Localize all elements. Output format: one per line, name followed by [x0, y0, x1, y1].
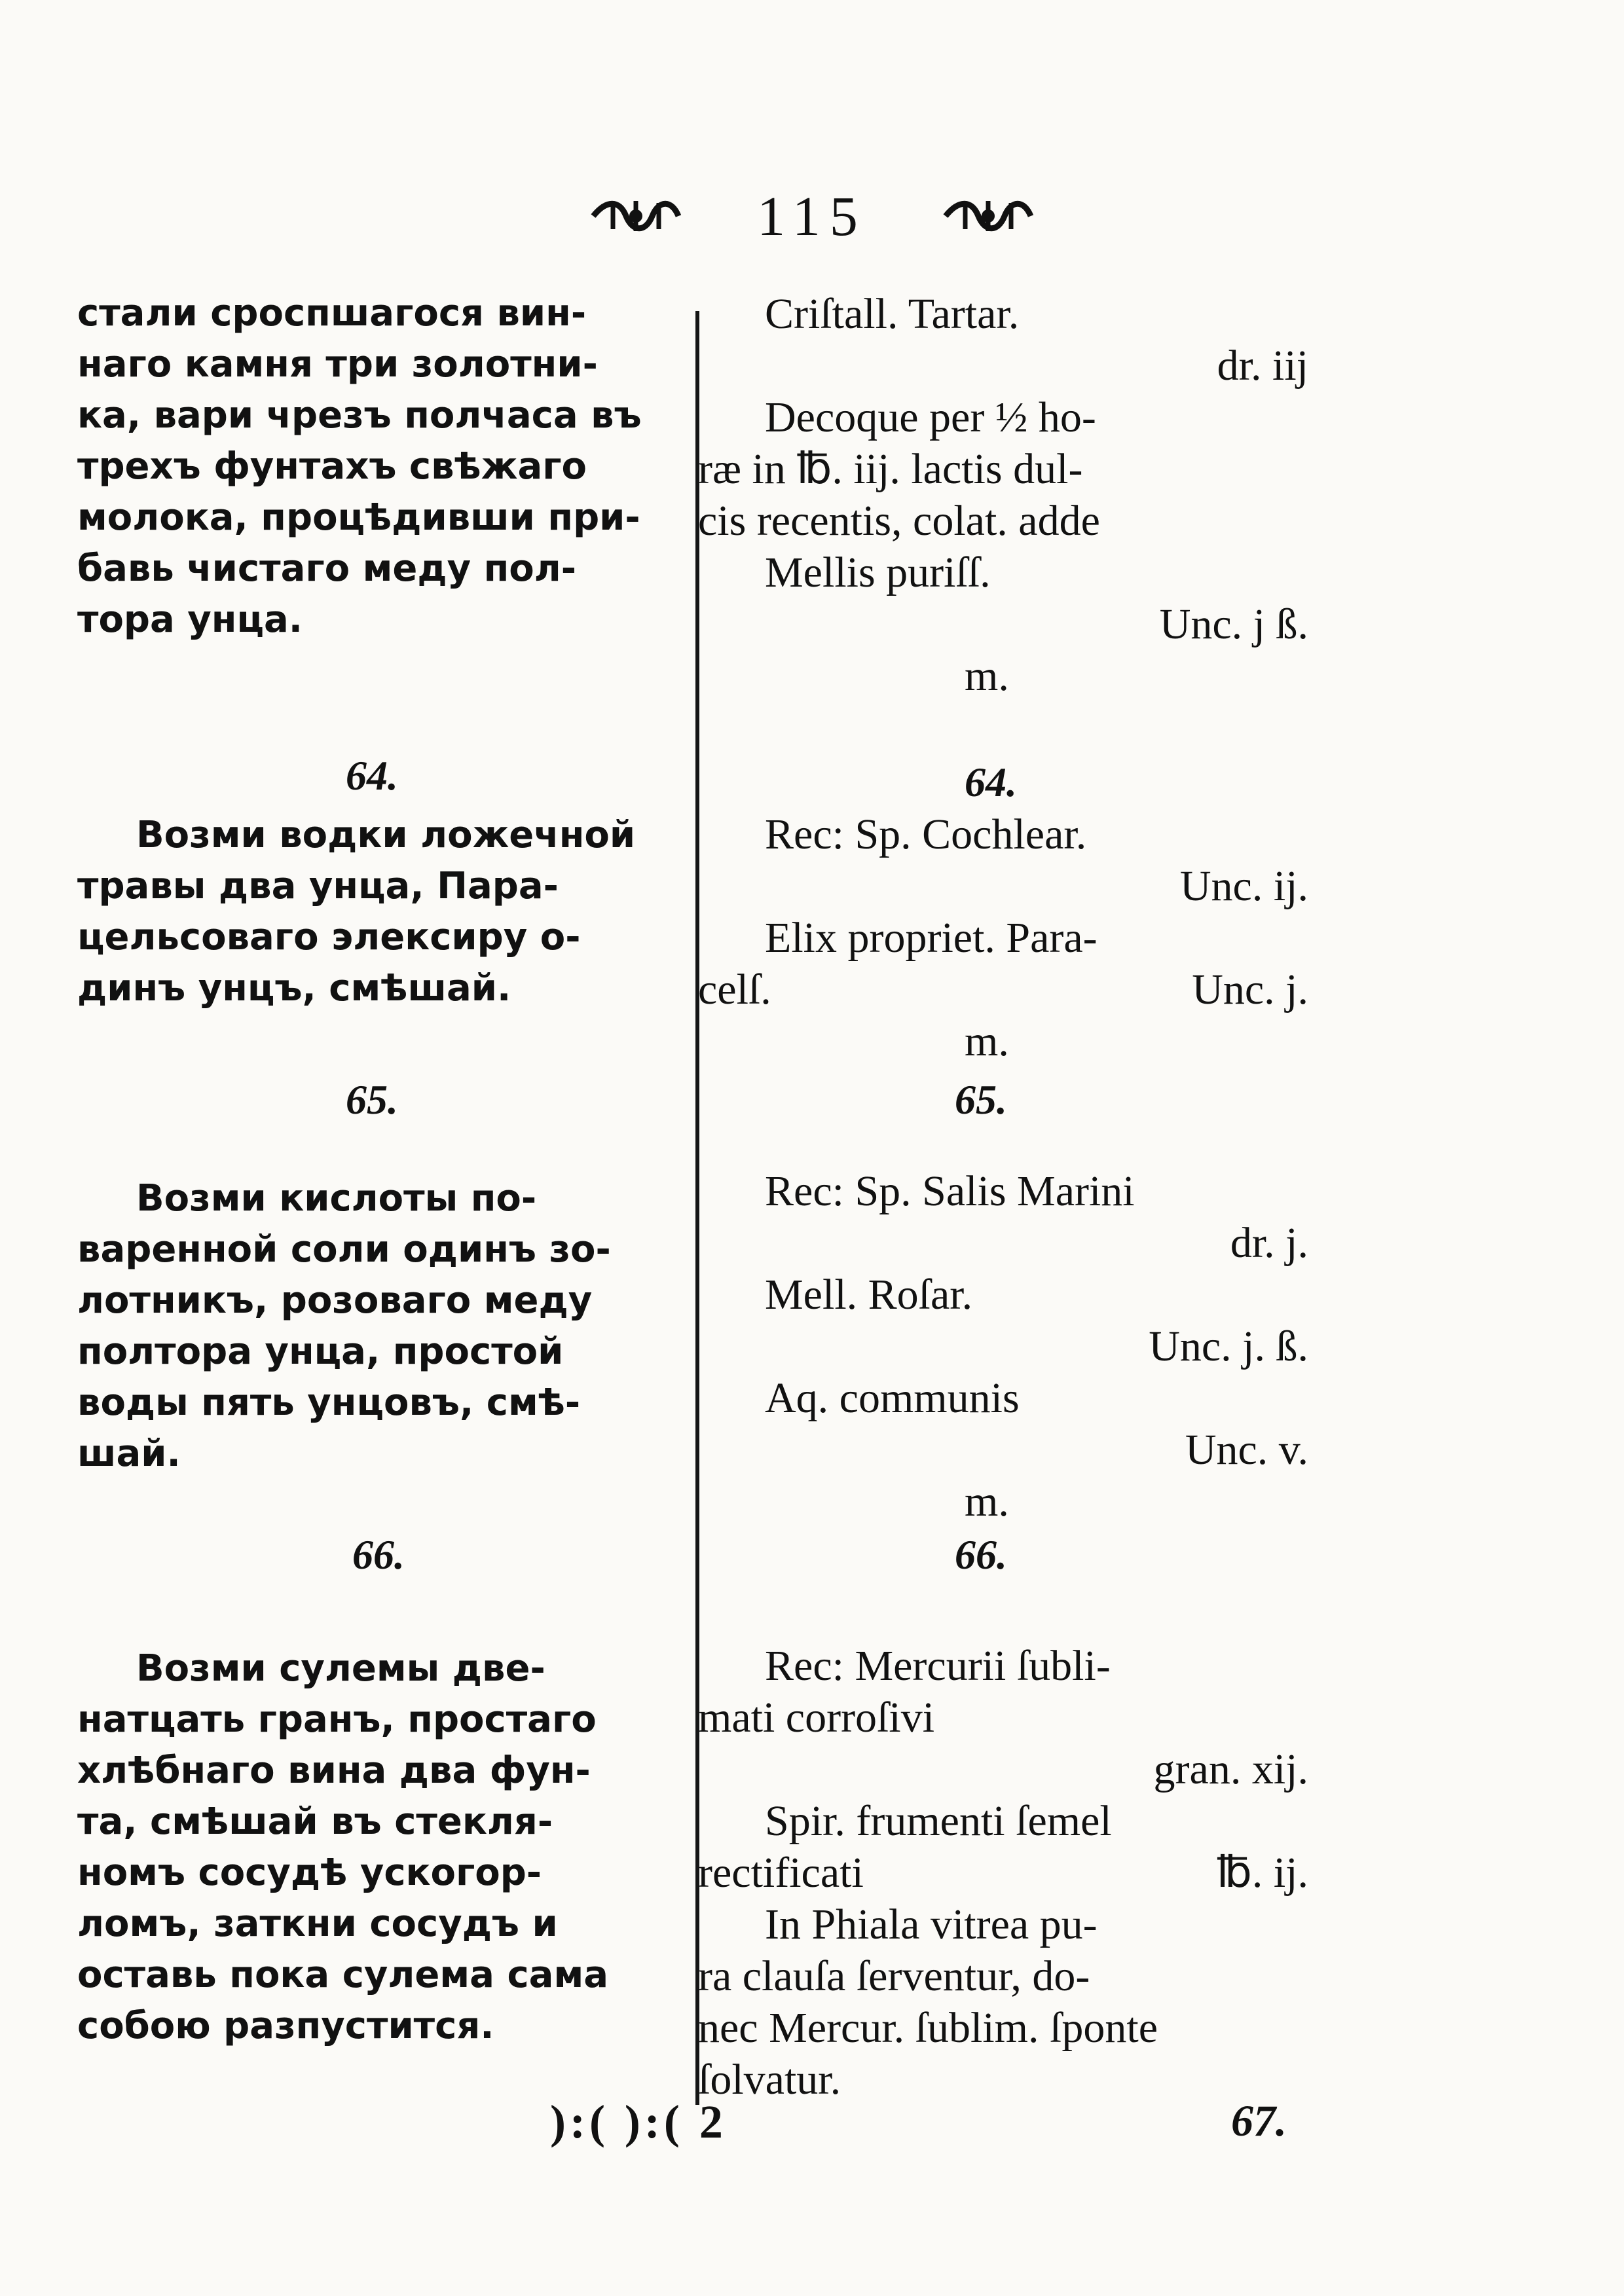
text-line: Rec: Sp. Salis Marini	[765, 1167, 1135, 1215]
text-line: Unc. v.	[1185, 1426, 1308, 1474]
text-line: хлѣбнаго вина два фун-	[77, 1749, 591, 1792]
text-line: цельсоваго элексиру о-	[77, 916, 581, 958]
recipe-66-la	[698, 1529, 1335, 2105]
text-line: ræ in ℔. iij. lactis dul-	[698, 445, 1083, 493]
text-line: Rec: Sp. Cochlear.	[765, 811, 1087, 858]
recipe-64-la	[698, 756, 1335, 1067]
intro-text-ru	[77, 288, 699, 646]
text-line: dr. j.	[1230, 1219, 1308, 1267]
text-line: In Phiala vitrea pu-	[765, 1901, 1098, 1948]
fleuron-icon	[587, 193, 685, 239]
text-line: nec Mercur. ſublim. ſponte	[698, 2004, 1158, 2052]
text-line: тора унца.	[77, 598, 303, 641]
text-line: Unc. j.	[1192, 966, 1308, 1013]
text-line: m.	[965, 1017, 1009, 1065]
intro-text-la	[698, 288, 1335, 702]
signature-mark: ):( ):( 2	[550, 2096, 727, 2148]
text-line: Возми сулемы две-	[136, 1647, 545, 1690]
text-line: Unc. ij.	[1179, 862, 1308, 910]
text-line: динъ унцъ, смѣшай.	[77, 967, 511, 1010]
recipe-65-ru	[77, 1074, 699, 1480]
recipe-64-ru	[77, 750, 699, 1014]
text-line: собою разпустится.	[77, 2005, 494, 2047]
recipe-66-ru	[77, 1529, 699, 2052]
text-line: ſolvatur.	[698, 2056, 841, 2104]
text-line: Rec: Mercurii ſubli-	[765, 1642, 1111, 1690]
catchword: 67.	[1231, 2096, 1287, 2145]
text-line: оставь пока сулема сама	[77, 1954, 609, 1996]
recipe-number: 66.	[352, 1531, 405, 1578]
text-line: gran. xij.	[1153, 1745, 1308, 1793]
page-header	[0, 177, 1624, 255]
text-line: номъ сосудѣ ускогор-	[77, 1851, 542, 1894]
text-line: лотникъ, розоваго меду	[77, 1279, 593, 1322]
text-line: rectificati	[698, 1849, 864, 1897]
recipe-number: 66.	[955, 1531, 1007, 1578]
text-line: m.	[965, 652, 1009, 700]
text-line: полтора унца, простой	[77, 1330, 564, 1373]
text-line: Unc. j. ß.	[1149, 1322, 1308, 1370]
recipe-number: 64.	[965, 759, 1017, 805]
fleuron-icon	[939, 193, 1037, 239]
text-line: наго камня три золотни-	[77, 343, 598, 386]
text-line: Elix propriet. Para-	[765, 914, 1098, 962]
text-line: Возми водки ложечной	[136, 814, 636, 856]
text-line: m.	[965, 1478, 1009, 1525]
text-line: стали сроспшагося вин-	[77, 292, 587, 335]
text-line: cis recentis, colat. adde	[698, 497, 1100, 545]
text-line: Unc. j ß.	[1159, 600, 1308, 648]
text-line: Aq. communis	[765, 1374, 1020, 1422]
recipe-number: 65.	[346, 1076, 398, 1123]
text-line: mati corroſivi	[698, 1694, 935, 1741]
text-line: Mellis puriſſ.	[765, 549, 991, 596]
text-line: воды пять унцовъ, смѣ-	[77, 1381, 581, 1424]
text-line: Criſtall. Tartar.	[765, 290, 1020, 338]
text-line: ка, вари чрезъ полчаса въ	[77, 394, 642, 437]
text-line: бавь чистаго меду пол-	[77, 547, 576, 590]
text-line: трехъ фунтахъ свѣжаго	[77, 445, 587, 488]
text-line: травы два унца, Пара-	[77, 865, 559, 907]
text-line: Decoque per ½ ho-	[765, 393, 1096, 441]
text-line: Возми кислоты по-	[136, 1177, 537, 1220]
text-line: шай.	[77, 1432, 181, 1475]
page-number: 115	[757, 185, 867, 247]
text-line: ℔. ij.	[1216, 1849, 1308, 1897]
text-line: молока, процѣдивши при-	[77, 496, 640, 539]
text-line: та, смѣшай въ стекля-	[77, 1800, 553, 1843]
text-line: натцать гранъ, простаго	[77, 1698, 597, 1741]
text-line: Mell. Roſar.	[765, 1271, 973, 1319]
text-line: ra clauſa ſerventur, do-	[698, 1952, 1090, 2000]
text-line: варенной соли одинъ зо-	[77, 1228, 611, 1271]
text-line: celſ.	[698, 966, 771, 1013]
text-line: Spir. frumenti ſemel	[765, 1797, 1112, 1845]
text-line: ломъ, заткни сосудъ и	[77, 1903, 558, 1945]
recipe-65-la	[706, 1074, 1335, 1527]
recipe-number: 64.	[346, 752, 398, 799]
recipe-number: 65.	[955, 1076, 1007, 1123]
text-line: dr. iij	[1217, 342, 1308, 390]
